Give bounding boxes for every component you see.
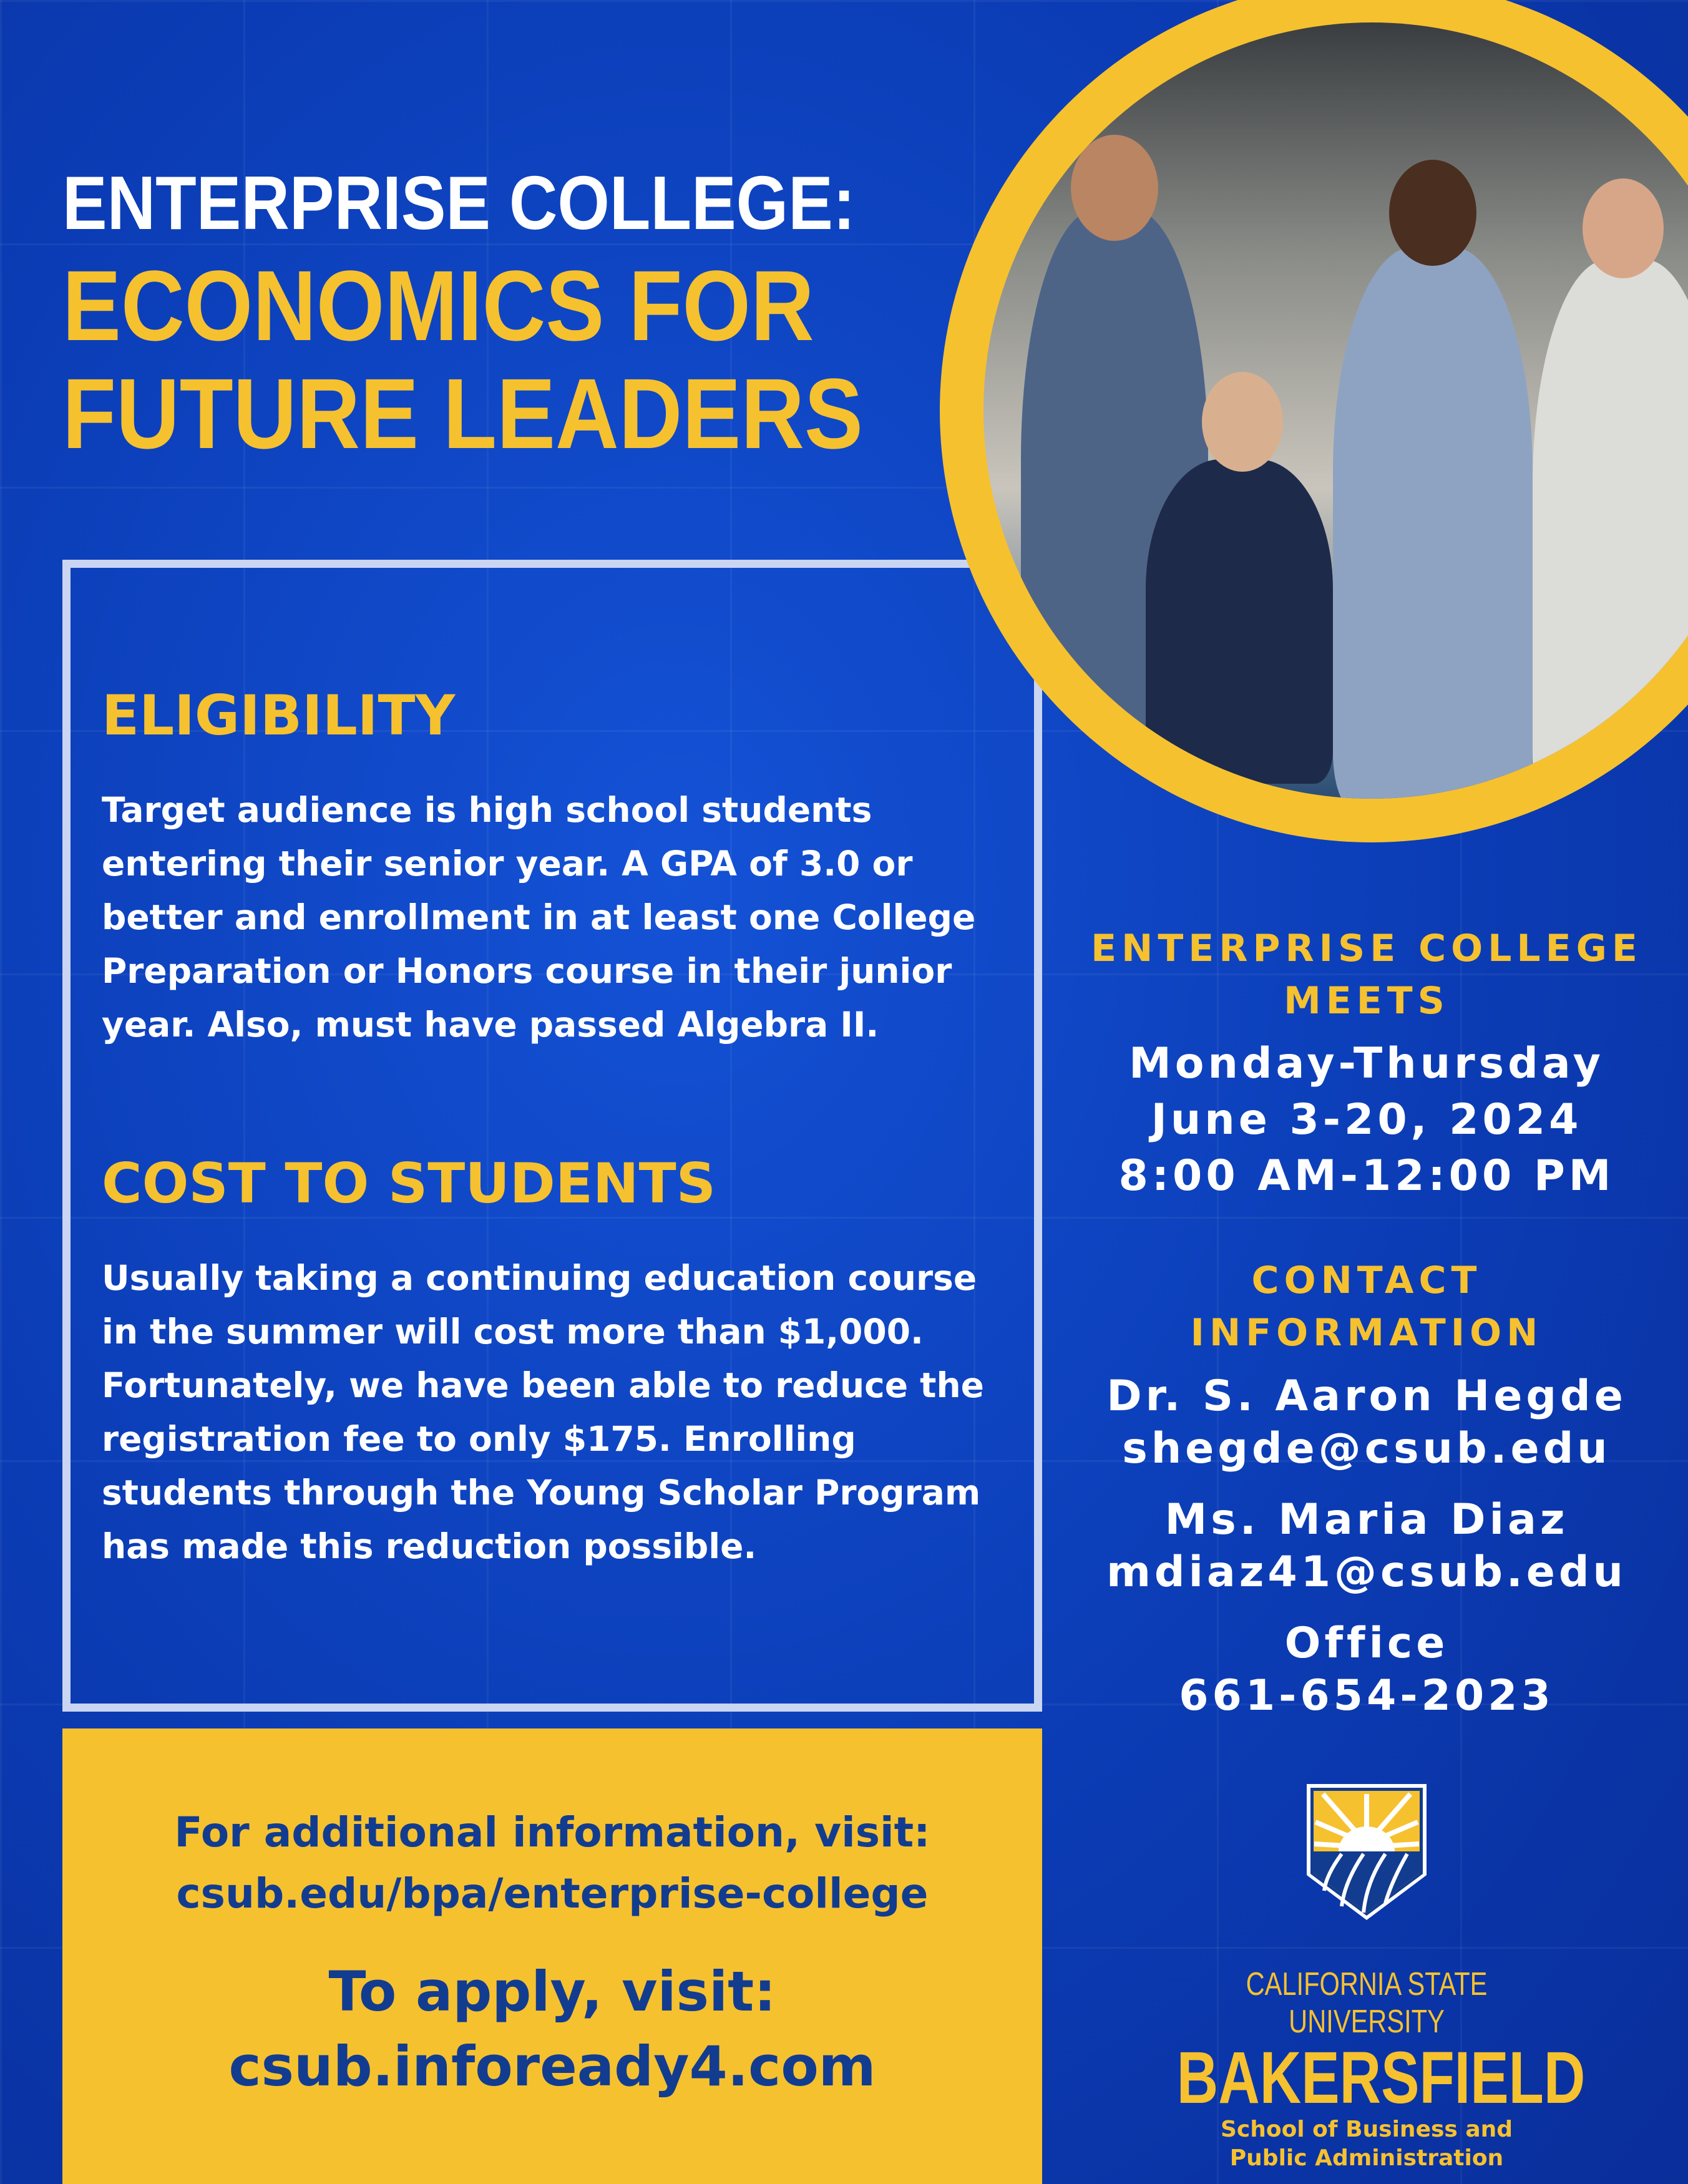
contact-name: Ms. Maria Diaz xyxy=(1164,1495,1569,1544)
title-line-1: ENTERPRISE COLLEGE: xyxy=(62,160,856,245)
university-name: CALIFORNIA STATE UNIVERSITY xyxy=(1246,1966,1488,2040)
details-box xyxy=(62,560,1042,1712)
contact-name: Dr. S. Aaron Hegde xyxy=(1106,1372,1627,1421)
school-name-2: Public Administration xyxy=(1229,2145,1504,2171)
meets-dates: June 3-20, 2024 xyxy=(1151,1095,1583,1144)
csub-wordmark xyxy=(1123,1966,1610,2173)
additional-info-link[interactable]: csub.edu/bpa/enterprise-college xyxy=(176,1870,929,1918)
school-name-1: School of Business and xyxy=(1220,2117,1513,2142)
additional-info-label: For additional information, visit: xyxy=(174,1808,930,1856)
meets-time: 8:00 AM-12:00 PM xyxy=(1118,1151,1615,1201)
campus-name: BAKERSFIELD xyxy=(1176,2037,1586,2119)
links-panel xyxy=(62,1728,1042,2184)
meets-section xyxy=(1073,922,1660,1204)
eligibility-text: Target audience is high school students entering their senior year. A GPA of 3.0 or better and enrollment in at least one College Preparation or Honors course in their junior year. Also, must have passed Algebra II. xyxy=(102,790,976,1045)
contact-heading-2: INFORMATION xyxy=(1190,1311,1543,1355)
title-line-3: FUTURE LEADERS xyxy=(62,358,863,469)
meets-days: Monday-Thursday xyxy=(1129,1039,1604,1088)
apply-label: To apply, visit: xyxy=(328,1959,776,2024)
contact-section xyxy=(1073,1254,1660,1722)
meets-heading-2: MEETS xyxy=(1284,979,1450,1023)
contact-heading-1: CONTACT xyxy=(1251,1259,1482,1302)
eligibility-heading: ELIGIBILITY xyxy=(102,683,456,748)
title-line-2: ECONOMICS FOR xyxy=(62,250,814,361)
meets-heading-1: ENTERPRISE COLLEGE xyxy=(1091,927,1642,970)
contact-email[interactable]: shegde@csub.edu xyxy=(1122,1424,1611,1473)
office-label: Office xyxy=(1284,1619,1449,1668)
office-phone[interactable]: 661-654-2023 xyxy=(1179,1671,1554,1720)
contact-email[interactable]: mdiaz41@csub.edu xyxy=(1106,1548,1627,1597)
apply-link[interactable]: csub.infoready4.com xyxy=(228,2034,876,2099)
csub-shield-logo-icon xyxy=(1304,1782,1429,1922)
cost-text: Usually taking a continuing education course in the summer will cost more than $1,000. Fortunately, we have been able to reduce the registration fee to only $175. Enrolling students through the Young Scholar Program has made this reduction possible. xyxy=(102,1258,984,1566)
cost-heading: COST TO STUDENTS xyxy=(102,1151,716,1216)
